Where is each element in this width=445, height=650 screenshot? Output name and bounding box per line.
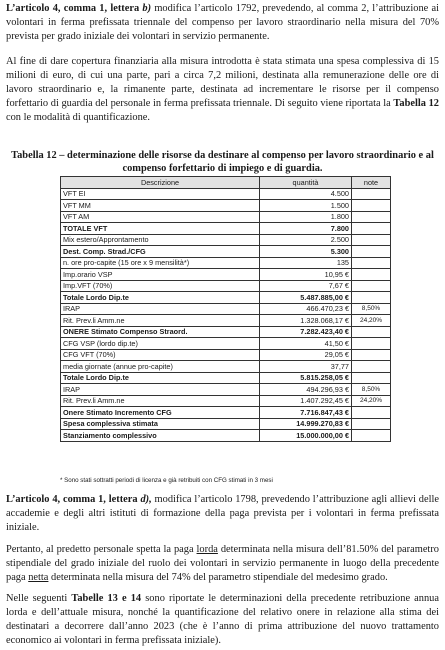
cell-descrizione: Onere Stimato Incremento CFG: [61, 407, 260, 419]
cell-note: [352, 188, 391, 200]
cell-quantita: 41,50 €: [260, 338, 352, 350]
header-quantita: quantità: [260, 177, 352, 189]
table-row: [61, 395, 391, 407]
cell-note: [352, 292, 391, 304]
cell-quantita: 466.470,23 €: [260, 303, 352, 315]
paragraph-financial-coverage: Al fine di dare copertura finanziaria alla misura introdotta è stata stimata una spesa complessiva di 15 milioni di euro, di cui una parte, pari a circa 7,2 milioni, destinata alla remunerazione delle ore di lavoro straordinario e, la rimanente parte, destinata ad incrementare le risorse per il compenso forfettario di guardia del personale in ferma prefissata triennale. Di seguito viene riportata la Tabella 12 con le modalità di quantificazione.: [6, 56, 439, 123]
cell-note: [352, 257, 391, 269]
table-row: [61, 326, 391, 338]
cell-descrizione: ONERE Stimato Compenso Straord.: [61, 326, 260, 338]
paragraph-tabelle-13-14: Nelle seguenti Tabelle 13 e 14 sono riportate le determinazioni della precedente retribuzione annua lorda e dell’attuale misura, nonché la quantificazione del relativo onere in relazione alla stima dei destinatari a decorrere dall’anno 2023 (che è l’anno di prima attribuzione del nuovo trattamento economico ai volontari in ferma prefissata iniziale).: [6, 593, 439, 646]
table-row: [61, 200, 391, 212]
cell-descrizione: VFT MM: [61, 200, 260, 212]
cell-descrizione: IRAP: [61, 384, 260, 396]
cell-quantita: 2.500: [260, 234, 352, 246]
table-row: [61, 418, 391, 430]
cell-quantita: 14.999.270,83 €: [260, 418, 352, 430]
header-descrizione: Descrizione: [61, 177, 260, 189]
cell-descrizione: CFG VSP (lordo dip.te): [61, 338, 260, 350]
cell-descrizione: Imp.orario VSP: [61, 269, 260, 281]
table-12-body: [61, 188, 391, 441]
table-row: [61, 211, 391, 223]
table-row: [61, 292, 391, 304]
cell-descrizione: TOTALE VFT: [61, 223, 260, 235]
table-row: [61, 315, 391, 327]
table-header-row: [61, 177, 391, 189]
table-row: [61, 257, 391, 269]
cell-quantita: 1.407.292,45 €: [260, 395, 352, 407]
cell-descrizione: CFG VFT (70%): [61, 349, 260, 361]
cell-descrizione: media giornate (annue pro-capite): [61, 361, 260, 373]
table-row: [61, 269, 391, 281]
paragraph-article-4-b: L’articolo 4, comma 1, lettera b) modifica l’articolo 1792, prevedendo, al comma 2, l’attribuzione ai volontari in ferma prefissata triennale del compenso per lavoro straordinario nella misura del 70% prevista per grado iniziale dei volontari in servizio permanente.: [6, 3, 440, 42]
table-row: [61, 349, 391, 361]
cell-descrizione: Rit. Prev.li Amm.ne: [61, 315, 260, 327]
table-row: [61, 223, 391, 235]
table-row: [61, 407, 391, 419]
table-row: [61, 188, 391, 200]
cell-note: [352, 430, 391, 442]
paragraph-article-4-d: L’articolo 4, comma 1, lettera d), modifica l’articolo 1798, prevedendo l’attribuzione agli allievi delle accademie e degli altri istituti di formazione della paga prevista per i volontari in ferma prefissata iniziale.: [6, 494, 439, 533]
cell-quantita: 494.296,93 €: [260, 384, 352, 396]
table-row: [61, 280, 391, 292]
table-12-title: Tabella 12 – determinazione delle risorse da destinare al compenso per lavoro straordinario e al compenso forfettario di impiego e di guardia.: [11, 150, 434, 174]
cell-quantita: 7,67 €: [260, 280, 352, 292]
cell-note: 24,20%: [352, 315, 391, 327]
cell-note: [352, 200, 391, 212]
cell-descrizione: Imp.VFT (70%): [61, 280, 260, 292]
cell-note: 8,50%: [352, 303, 391, 315]
table-row: [61, 234, 391, 246]
cell-quantita: 10,95 €: [260, 269, 352, 281]
cell-descrizione: Stanziamento complessivo: [61, 430, 260, 442]
table-row: [61, 430, 391, 442]
cell-quantita: 1.328.068,17 €: [260, 315, 352, 327]
cell-note: [352, 223, 391, 235]
cell-quantita: 5.300: [260, 246, 352, 258]
cell-descrizione: VFT AM: [61, 211, 260, 223]
cell-note: [352, 372, 391, 384]
cell-quantita: 1.500: [260, 200, 352, 212]
table-row: [61, 361, 391, 373]
cell-note: [352, 326, 391, 338]
table-row: [61, 338, 391, 350]
cell-quantita: 135: [260, 257, 352, 269]
cell-descrizione: Totale Lordo Dip.te: [61, 372, 260, 384]
table-footnote: * Sono stati sottratti periodi di licenza e già retribuiti con CFG stimati in 3 mesi: [60, 477, 273, 484]
cell-quantita: 1.800: [260, 211, 352, 223]
cell-descrizione: Spesa complessiva stimata: [61, 418, 260, 430]
cell-quantita: 4.500: [260, 188, 352, 200]
cell-quantita: 7.282.423,40 €: [260, 326, 352, 338]
paragraph-paga-lorda: Pertanto, al predetto personale spetta la paga lorda determinata nella misura dell’81.50% del parametro stipendiale del grado iniziale del ruolo dei volontari in servizio permanente in luogo della precedente paga netta determinata nella misura del 74% del parametro stipendiale del medesimo grado.: [6, 544, 439, 583]
cell-descrizione: VFT EI: [61, 188, 260, 200]
cell-descrizione: Mix estero/Approntamento: [61, 234, 260, 246]
cell-note: [352, 280, 391, 292]
cell-note: [352, 349, 391, 361]
table-row: [61, 372, 391, 384]
cell-quantita: 29,05 €: [260, 349, 352, 361]
cell-note: [352, 418, 391, 430]
cell-note: [352, 234, 391, 246]
cell-note: [352, 269, 391, 281]
cell-note: [352, 211, 391, 223]
cell-quantita: 7.800: [260, 223, 352, 235]
cell-note: 8,50%: [352, 384, 391, 396]
table-row: [61, 246, 391, 258]
cell-quantita: 7.716.847,43 €: [260, 407, 352, 419]
cell-note: 24,20%: [352, 395, 391, 407]
cell-descrizione: Rit. Prev.li Amm.ne: [61, 395, 260, 407]
table-row: [61, 303, 391, 315]
cell-descrizione: n. ore pro-capite (15 ore x 9 mensilità*): [61, 257, 260, 269]
cell-note: [352, 246, 391, 258]
cell-quantita: 37,77: [260, 361, 352, 373]
cell-note: [352, 338, 391, 350]
header-note: note: [352, 177, 391, 189]
cell-quantita: 15.000.000,00 €: [260, 430, 352, 442]
table-12: [60, 176, 391, 442]
cell-quantita: 5.487.885,00 €: [260, 292, 352, 304]
cell-descrizione: IRAP: [61, 303, 260, 315]
cell-quantita: 5.815.258,05 €: [260, 372, 352, 384]
table-row: [61, 384, 391, 396]
cell-note: [352, 407, 391, 419]
cell-note: [352, 361, 391, 373]
cell-descrizione: Totale Lordo Dip.te: [61, 292, 260, 304]
cell-descrizione: Dest. Comp. Strad./CFG: [61, 246, 260, 258]
